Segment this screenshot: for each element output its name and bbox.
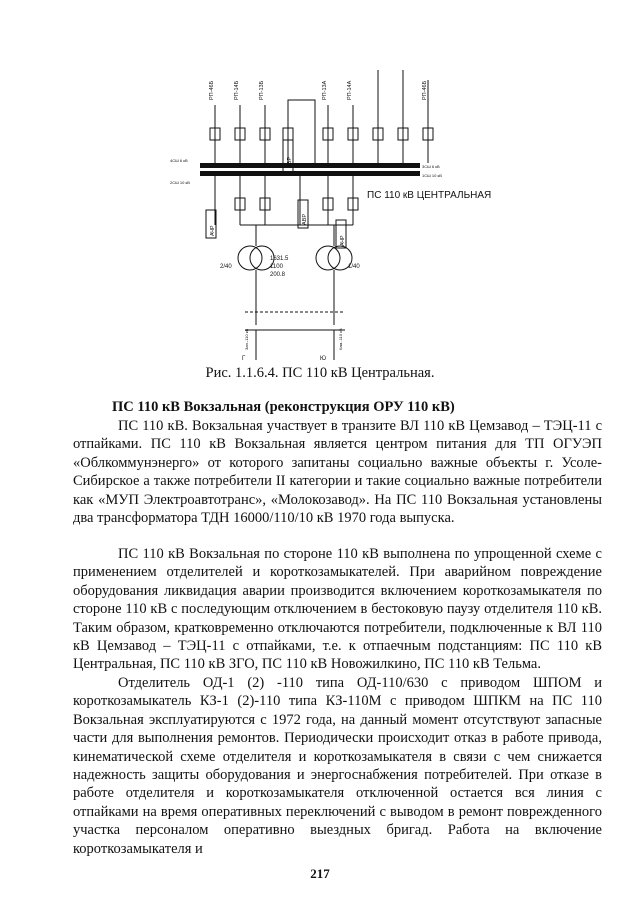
feeder-label: РП-46Б <box>209 80 215 100</box>
transformer-param: 1100 <box>270 264 283 270</box>
paragraph: ПС 110 кВ. Вокзальная участвует в транзите ВЛ 110 кВ Цемзавод – ТЭЦ-11 с отпайками. ПС 110 кВ Вокзальная является центром питания для ТП ОГУЭП «Облкоммунэнерго» от которого запитаны социально важные объекты г. Усоле-Сибирское а также потребители II категории и такие социально важные потребители как «МУП Электроавтотранс», «Молокозавод». На ПС 110 Вокзальная установлены два трансформатора ТДН 16000/110/10 кВ 1970 года выпуска. <box>73 418 602 527</box>
achr-label: АЧР <box>340 235 346 246</box>
paragraph: ПС 110 кВ Вокзальная по стороне 110 кВ выполнена по упрощенной схеме с применением отделителей и короткозамыкателей. При аварийном повреждение оборудования ликвидация аварии производится включением короткозамыкателя по стороне 110 кВ с последующим отключением в бестоковую паузу отделителя 110 кВ. Таким образом, кратковременно отключаются потребители, подключенные к ВЛ 110 кВ Цемзавод – ТЭЦ-11 с отпайками, т.е. к отпаечным подстанциям: ПС 110 кВ Центральная, ПС 110 кВ ЗГО, ПС 110 кВ Новожилкино, ПС 110 кВ Тельма. <box>73 546 602 673</box>
station-label: ПС 110 кВ ЦЕНТРАЛЬНАЯ <box>367 190 492 201</box>
substation-diagram <box>170 60 530 370</box>
section-heading: ПС 110 кВ Вокзальная (реконструкция ОРУ 110 кВ) <box>112 399 455 415</box>
paragraph: Отделитель ОД-1 (2) -110 типа ОД-110/630 с приводом ШПОМ и короткозамыкатель КЗ-1 (2)-110 типа КЗ-110М с приводом ШПКМ на ПС 110 Вокзальная эксплуатируются с 1972 года, на данный момент отсутствуют запасные части для выполнения ремонтов. Периодически происходит отказ в работе привода, кинематической схеме отделителя и короткозамыкателя в связи с чем снижается надежность защиты оборудования и энергоснабжения потребителей. При отказе в работе отделителя и короткозамыкателя отключенной остается вся линия с отпайками на время оперативных переключений с выводом в ремонт поврежденного участка персоналом оперативно выездных бригад. Работа на включение короткозамыкателя и <box>73 675 602 857</box>
feeder-label: РП-14Б <box>234 80 240 100</box>
bus-label: 4СШ 6 кВ <box>170 158 188 163</box>
avr-label: АВР <box>287 156 293 168</box>
line-label: Кам.-110 кВ <box>338 328 343 350</box>
feeder-label: РП-14А <box>347 80 353 100</box>
transformer-ratio: 1/40 <box>348 264 360 270</box>
avr-label: АВР <box>302 213 308 225</box>
feeder-label: РП-13Б <box>259 80 265 100</box>
bus-label: 3СШ 6 кВ <box>422 164 440 169</box>
figure-caption: Рис. 1.1.6.4. ПС 110 кВ Центральная. <box>205 365 435 381</box>
bus-label: 1СШ 10 кВ <box>422 173 442 178</box>
line-end-label: Ю <box>320 356 327 362</box>
transformer-param: 1631.5 <box>270 256 289 262</box>
feeder-label: РП-46Б <box>422 80 428 100</box>
bus-label: 2СШ 10 кВ <box>170 180 190 185</box>
transformer-ratio: 2/40 <box>220 264 232 270</box>
transformer-param: 200.8 <box>270 272 286 278</box>
page-number: 217 <box>310 866 330 881</box>
achr-label: АЧР <box>210 225 216 236</box>
line-end-label: Г <box>242 356 246 362</box>
feeder-label: РП-13А <box>322 80 328 100</box>
line-label: Зап.-110 кВ <box>244 328 249 350</box>
